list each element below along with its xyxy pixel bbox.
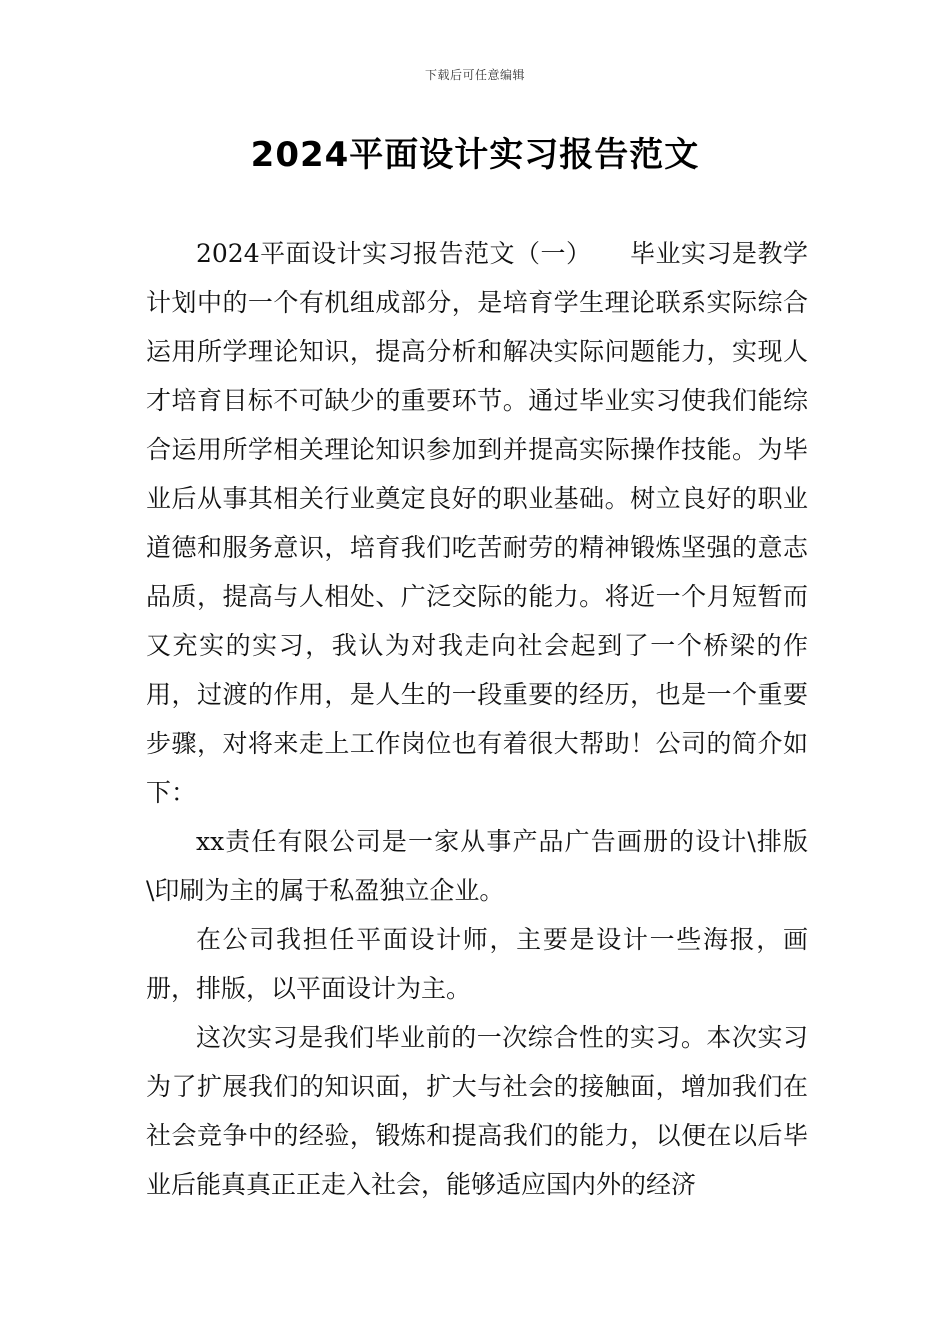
paragraph-3: 在公司我担任平面设计师，主要是设计一些海报，画册，排版，以平面设计为主。: [146, 925, 808, 1003]
header-note: 下载后可任意编辑: [424, 68, 525, 82]
paragraph-2: xx责任有限公司是一家从事产品广告画册的设计\排版\印刷为主的属于私盈独立企业。: [146, 827, 808, 905]
document-title: 2024平面设计实习报告范文: [250, 135, 700, 175]
document-body: [146, 229, 808, 1209]
paragraph-4: 这次实习是我们毕业前的一次综合性的实习。本次实习为了扩展我们的知识面，扩大与社会的接触面，增加我们在社会竞争中的经验，锻炼和提高我们的能力，以便在以后毕业后能真真正正走入社会，能够适应国内外的经济: [146, 1023, 808, 1199]
paragraph-1: 2024平面设计实习报告范文（一） 毕业实习是教学计划中的一个有机组成部分，是培育学生理论联系实际综合运用所学理论知识，提高分析和解决实际问题能力，实现人才培育目标不可缺少的重要环节。通过毕业实习使我们能综合运用所学相关理论知识参加到并提高实际操作技能。为毕业后从事其相关行业奠定良好的职业基础。树立良好的职业道德和服务意识，培育我们吃苦耐劳的精神锻炼坚强的意志品质，提高与人相处、广泛交际的能力。将近一个月短暂而又充实的实习，我认为对我走向社会起到了一个桥梁的作用，过渡的作用，是人生的一段重要的经历，也是一个重要步骤，对将来走上工作岗位也有着很大帮助！公司的简介如下：: [146, 239, 808, 807]
